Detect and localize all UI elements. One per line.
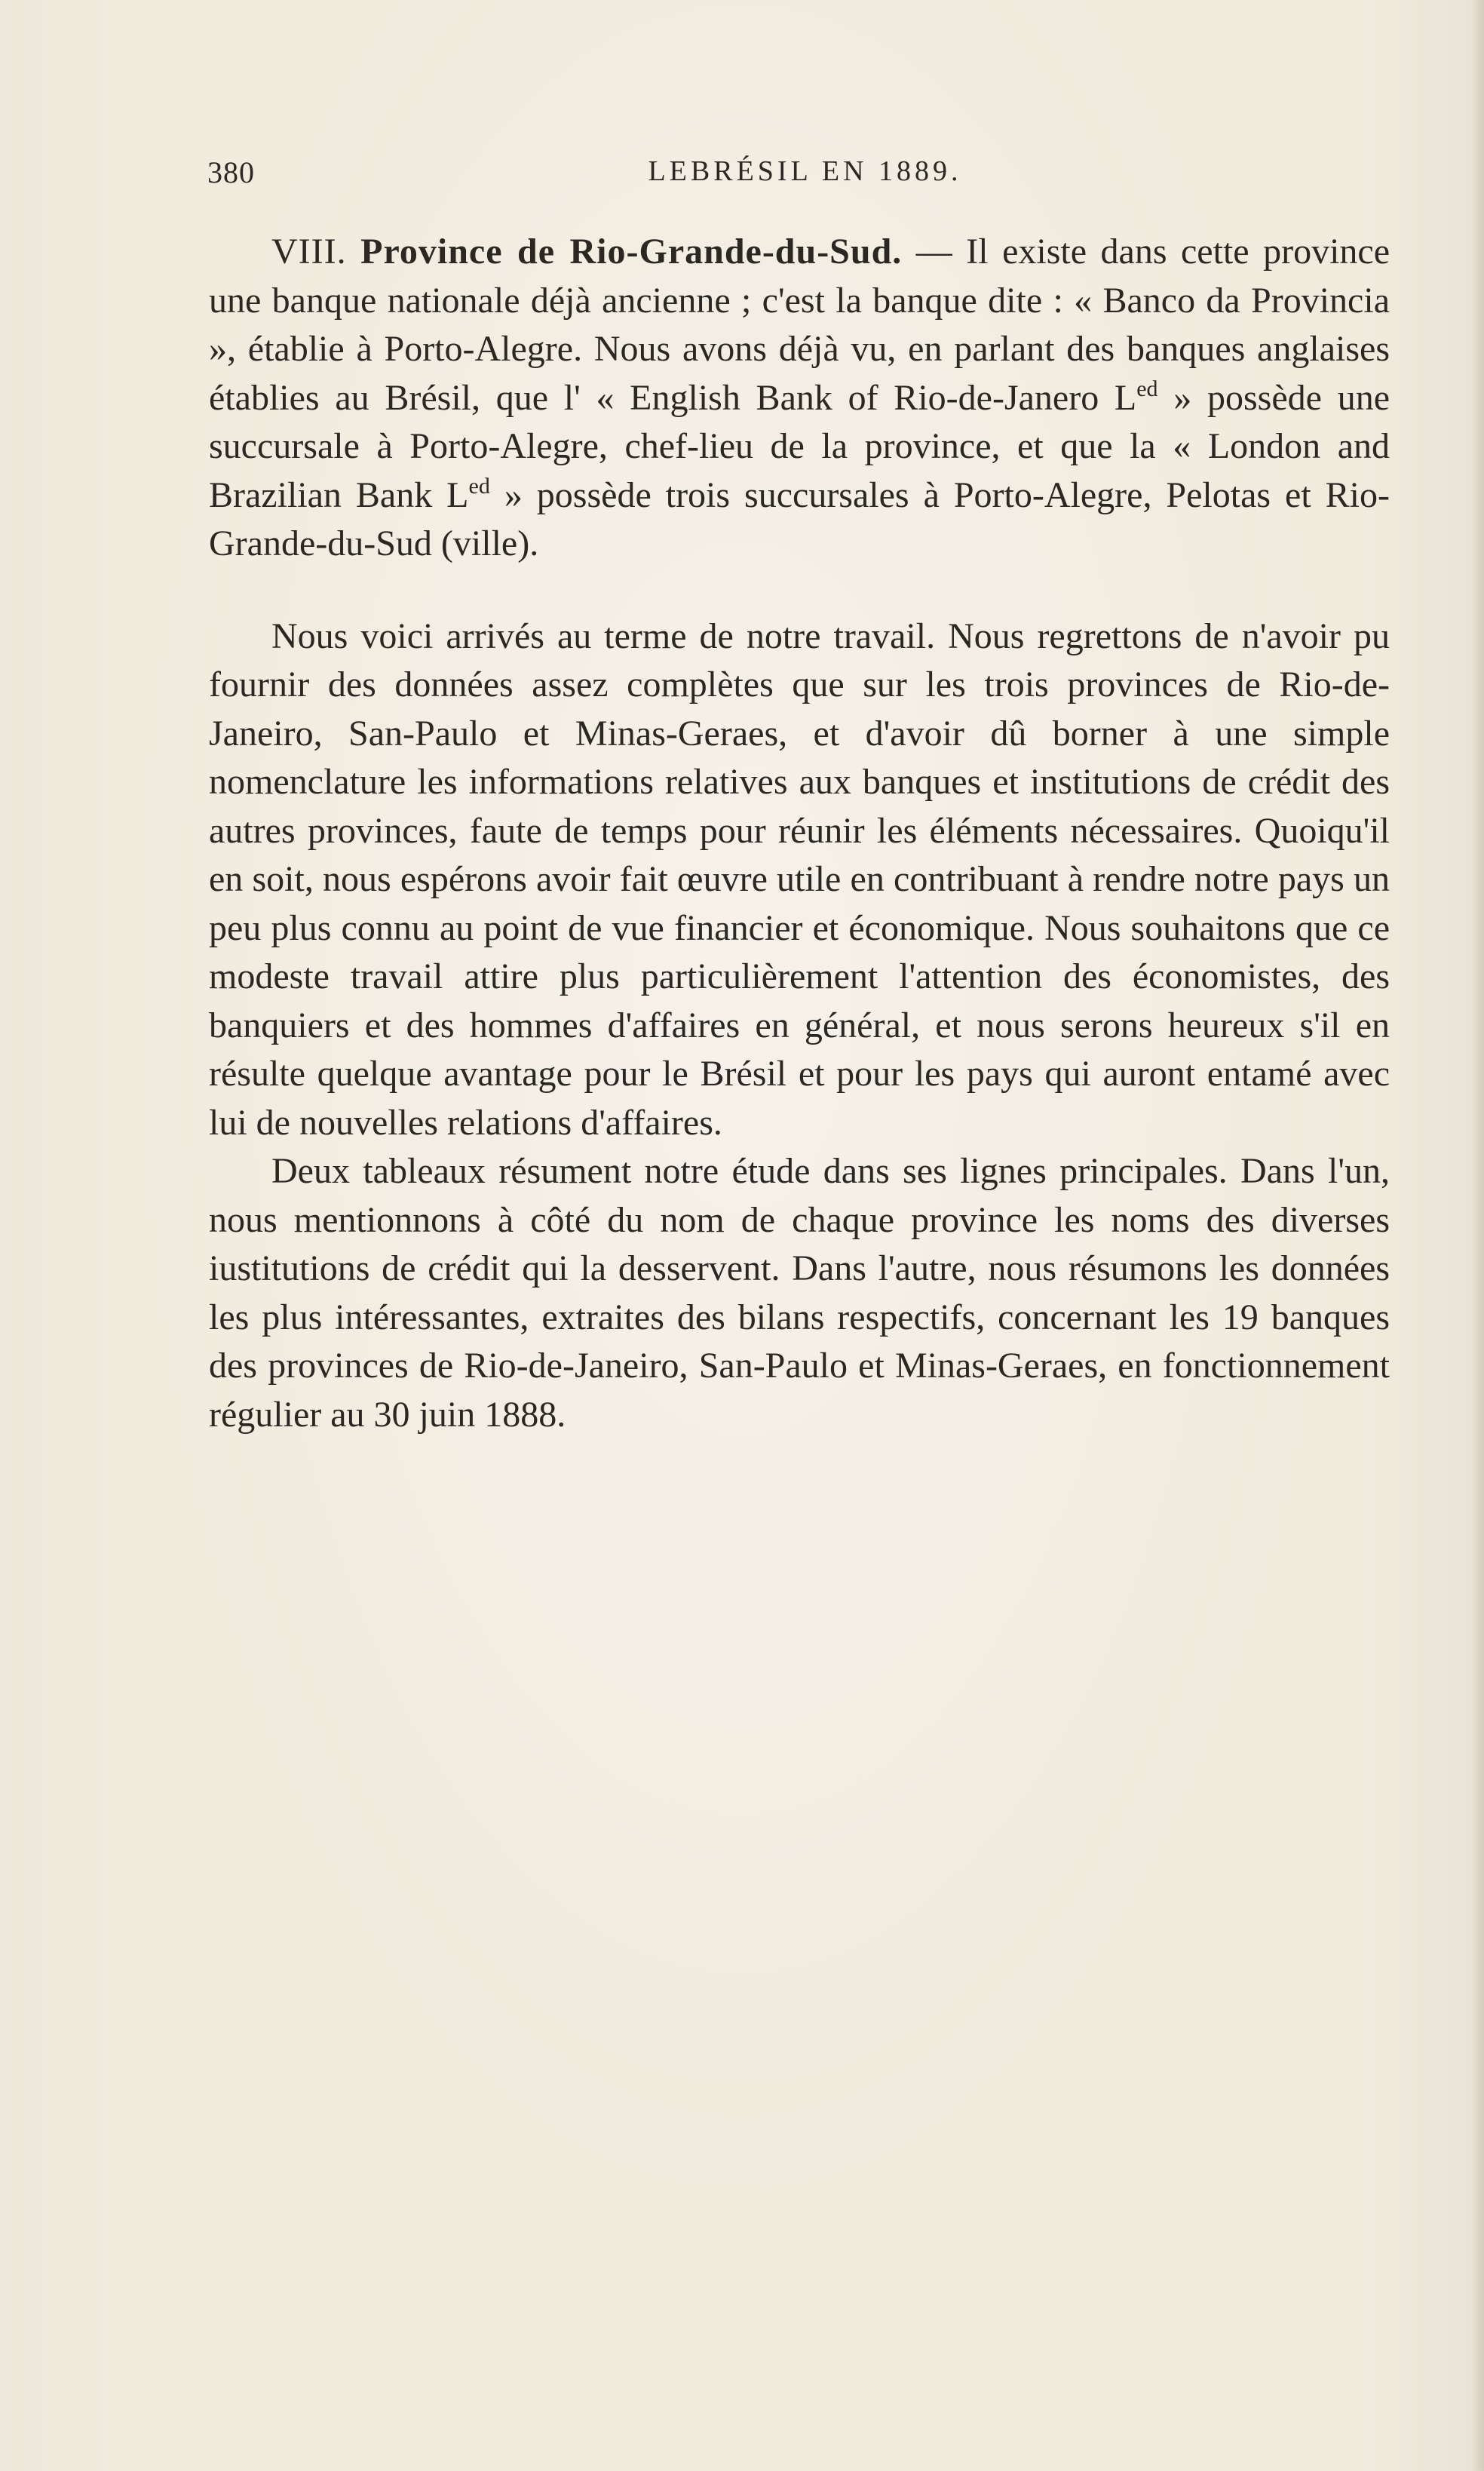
superscript-ed-1: ed bbox=[1136, 376, 1158, 401]
page-header bbox=[207, 155, 1403, 200]
section-text-part-2: » possède une succursale à Porto-Alegre, chef-lieu de la province, et que la « London and Brazilian Bank L bbox=[209, 377, 1390, 515]
superscript-ed-2: ed bbox=[468, 473, 490, 499]
paragraph-tables-summary: Deux tableaux résument notre étude dans ses lignes principales. Dans l'un, nous mentionnons à côté du nom de chaque province les noms des diverses iustitutions de crédit qui la desservent. Dans l'autre, nous résumons les données les plus intéressantes, extraites des bilans respectifs, concernant les 19 banques des provinces de Rio-de-Janeiro, San-Paulo et Minas-Geraes, en fonctionnement régulier au 30 juin 1888. bbox=[209, 1151, 1390, 1435]
section-text-part-1: — Il existe dans cette province une banque nationale déjà ancienne ; c'est la banque dite : « Banco da Provincia », établie à Porto-Alegre. Nous avons déjà vu, en parlant des banques anglaises établies au Brésil, que l' « English Bank of Rio-de-Janero L bbox=[209, 232, 1390, 418]
page-number: 380 bbox=[207, 155, 255, 189]
section-title: Province de Rio-Grande-du-Sud. bbox=[360, 232, 903, 272]
section-text-part-3: » possède trois succursales à Porto-Alegre, Pelotas et Rio-Grande-du-Sud (ville). bbox=[209, 474, 1390, 563]
paragraph-conclusion: Nous voici arrivés au terme de notre travail. Nous regrettons de n'avoir pu fournir des données assez complètes que sur les trois provinces de Rio-de-Janeiro, San-Paulo et Minas-Geraes, et d'avoir dû borner à une simple nomenclature les informations relatives aux banques et institutions de crédit des autres provinces, faute de temps pour réunir les éléments nécessaires. Quoiqu'il en soit, nous espérons avoir fait œuvre utile en contribuant à rendre notre pays un peu plus connu au point de vue financier et économique. Nous souhaitons que ce modeste travail attire plus particulièrement l'attention des économistes, des banquiers et des hommes d'affaires en général, et nous serons heureux s'il en résulte quelque avantage pour le Brésil et pour les pays qui auront entamé avec lui de nouvelles relations d'affaires. bbox=[209, 615, 1390, 1143]
section-paragraph bbox=[209, 228, 1390, 569]
page-body bbox=[209, 228, 1390, 1439]
section-number: VIII. bbox=[271, 232, 347, 272]
page-edge-shadow bbox=[1470, 0, 1484, 2471]
running-title: LEBRÉSIL EN 1889. bbox=[648, 155, 962, 187]
